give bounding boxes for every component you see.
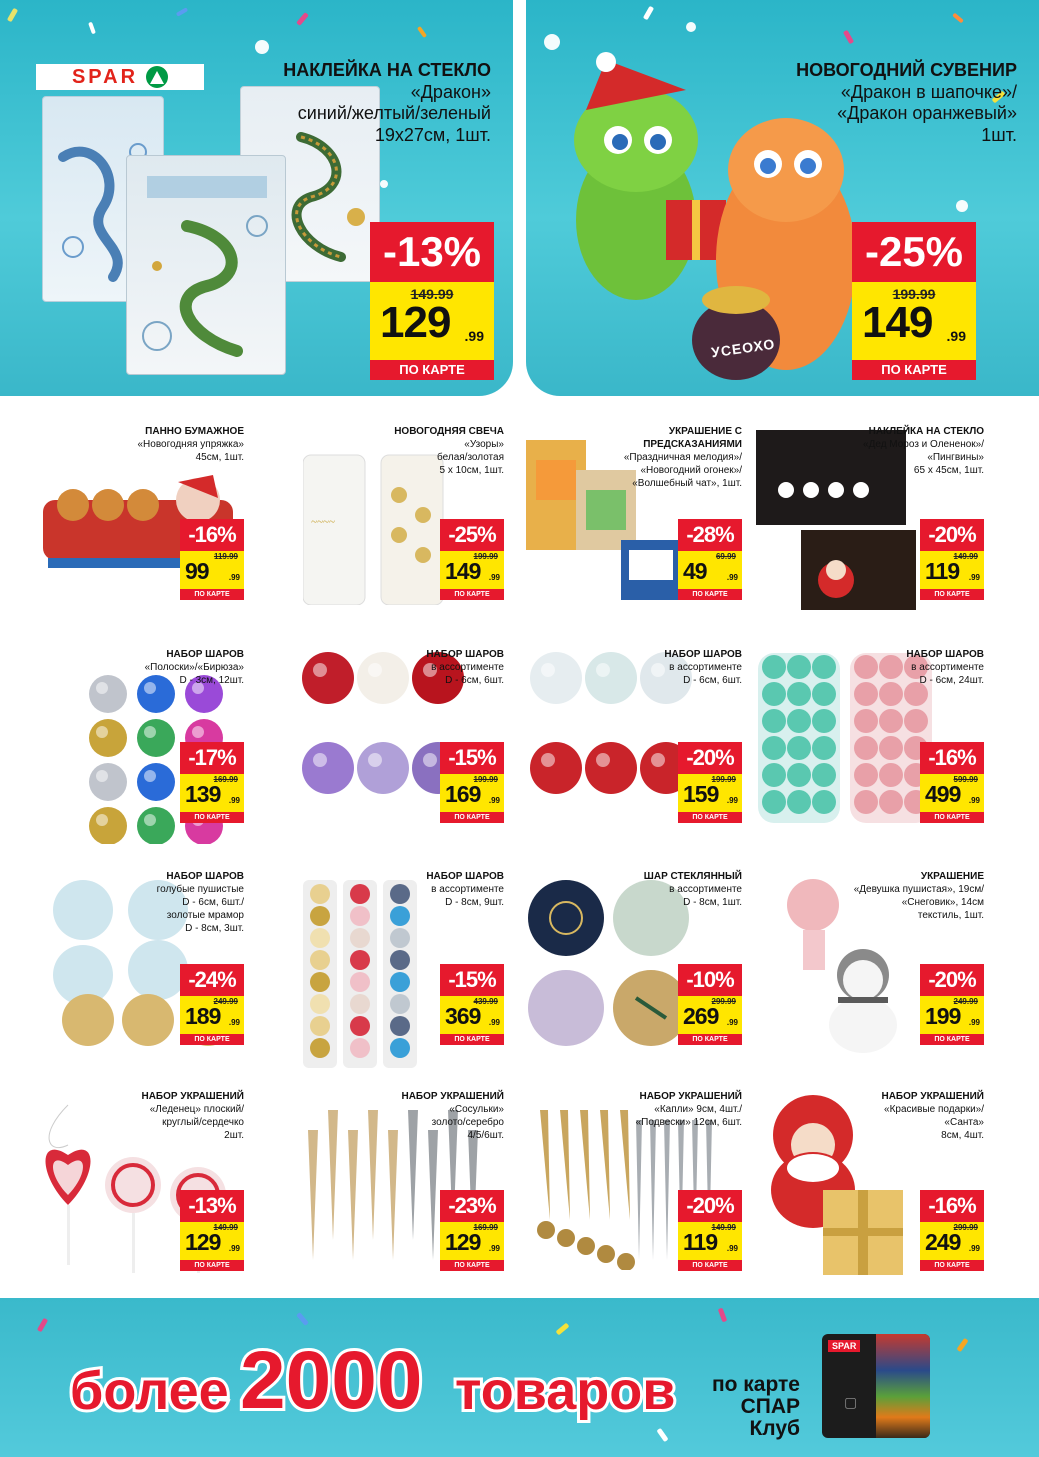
hero-right-line: 1шт. bbox=[981, 124, 1017, 145]
current-price: 159 bbox=[683, 781, 719, 807]
card-label: ПО КАРТЕ bbox=[852, 360, 976, 380]
discount-badge: -25% bbox=[440, 519, 504, 551]
product-card[interactable] bbox=[748, 425, 992, 625]
old-price: 199.99 bbox=[473, 552, 498, 561]
old-price: 149.99 bbox=[410, 286, 454, 302]
hero-promo-right[interactable] bbox=[526, 0, 1039, 396]
product-title: НАБОР ШАРОВ bbox=[166, 871, 244, 882]
old-price: 199.99 bbox=[473, 775, 498, 784]
current-price: 249 bbox=[925, 1229, 961, 1255]
current-price: 49 bbox=[683, 558, 707, 584]
product-title: НАБОР УКРАШЕНИЙ bbox=[401, 1091, 504, 1102]
price-tag bbox=[180, 964, 244, 1045]
footer-card-line: СПАР Клуб bbox=[740, 1395, 800, 1441]
product-description-line: в ассортименте bbox=[431, 884, 504, 895]
product-description-line: «Полоски»/«Бирюза» bbox=[144, 662, 244, 673]
price-box bbox=[678, 1222, 742, 1260]
product-description-line: «Капли» 9см, 4шт./ bbox=[654, 1104, 742, 1115]
price-kopecks: .99 bbox=[488, 573, 500, 582]
product-info bbox=[426, 648, 504, 687]
hero-right-title: НОВОГОДНИЙ СУВЕНИР bbox=[796, 60, 1017, 80]
discount-badge: -10% bbox=[678, 964, 742, 996]
product-card[interactable] bbox=[748, 1090, 992, 1290]
hero-right-line: «Дракон оранжевый» bbox=[837, 103, 1017, 124]
price-box bbox=[920, 774, 984, 812]
product-description-line: в ассортименте bbox=[431, 662, 504, 673]
product-card[interactable] bbox=[268, 425, 512, 625]
discount-badge: -24% bbox=[180, 964, 244, 996]
current-price: 139 bbox=[185, 781, 221, 807]
discount-badge: -28% bbox=[678, 519, 742, 551]
product-description-line: белая/золотая bbox=[437, 452, 504, 463]
card-label: ПО КАРТЕ bbox=[180, 1260, 244, 1271]
product-card[interactable] bbox=[506, 425, 750, 625]
old-price: 249.99 bbox=[953, 997, 978, 1006]
card-label: ПО КАРТЕ bbox=[180, 1034, 244, 1045]
price-kopecks: .99 bbox=[228, 1018, 240, 1027]
old-price: 439.99 bbox=[473, 997, 498, 1006]
footer-banner[interactable] bbox=[0, 1298, 1039, 1457]
price-kopecks: .99 bbox=[726, 1018, 738, 1027]
hero-left-price-tag bbox=[370, 222, 494, 380]
price-kopecks: .99 bbox=[464, 328, 484, 344]
card-label: ПО КАРТЕ bbox=[180, 589, 244, 600]
product-description-line: «Узоры» bbox=[464, 439, 504, 450]
price-kopecks: .99 bbox=[488, 796, 500, 805]
product-title: НАБОР ШАРОВ bbox=[426, 871, 504, 882]
product-info bbox=[636, 1090, 742, 1129]
price-box bbox=[180, 1222, 244, 1260]
current-price: 369 bbox=[445, 1003, 481, 1029]
card-label: ПО КАРТЕ bbox=[920, 812, 984, 823]
product-description-line: «Красивые подарки»/ bbox=[884, 1104, 984, 1115]
old-price: 149.99 bbox=[953, 552, 978, 561]
price-tag bbox=[440, 964, 504, 1045]
product-info bbox=[145, 648, 244, 687]
price-tag bbox=[678, 964, 742, 1045]
card-label: ПО КАРТЕ bbox=[180, 812, 244, 823]
product-info bbox=[401, 1090, 504, 1142]
price-box bbox=[440, 774, 504, 812]
spar-logo-text: SPAR bbox=[71, 65, 139, 88]
product-card[interactable] bbox=[748, 648, 992, 848]
confetti bbox=[952, 13, 964, 24]
current-price: 99 bbox=[185, 558, 209, 584]
discount-badge: -20% bbox=[678, 742, 742, 774]
product-title: НАБОР ШАРОВ bbox=[664, 649, 742, 660]
product-description-line: 8см, 4шт. bbox=[941, 1130, 984, 1141]
card-label: ПО КАРТЕ bbox=[440, 1034, 504, 1045]
price-kopecks: .99 bbox=[726, 573, 738, 582]
price-box bbox=[678, 996, 742, 1034]
price-kopecks: .99 bbox=[488, 1244, 500, 1253]
price-kopecks: .99 bbox=[968, 796, 980, 805]
card-label: ПО КАРТЕ bbox=[678, 1260, 742, 1271]
product-card[interactable] bbox=[748, 870, 992, 1070]
card-label: ПО КАРТЕ bbox=[678, 589, 742, 600]
card-label: ПО КАРТЕ bbox=[370, 360, 494, 380]
card-label: ПО КАРТЕ bbox=[440, 812, 504, 823]
price-tag bbox=[440, 519, 504, 600]
hero-left-line: «Дракон» bbox=[410, 81, 491, 102]
product-card[interactable] bbox=[8, 425, 252, 625]
price-kopecks: .99 bbox=[488, 1018, 500, 1027]
card-logo-text: SPAR bbox=[828, 1340, 860, 1352]
price-box bbox=[440, 996, 504, 1034]
product-description-line: «Новогодний огонек»/ bbox=[640, 465, 742, 476]
product-info bbox=[157, 870, 244, 935]
price-tag bbox=[678, 519, 742, 600]
discount-badge: -16% bbox=[180, 519, 244, 551]
confetti bbox=[643, 6, 654, 21]
price-box bbox=[678, 551, 742, 589]
confetti bbox=[417, 26, 427, 38]
card-label: ПО КАРТЕ bbox=[440, 589, 504, 600]
price-tag bbox=[678, 1190, 742, 1271]
cart-icon: ▢ bbox=[844, 1394, 858, 1410]
product-description-line: в ассортименте bbox=[911, 662, 984, 673]
product-card[interactable] bbox=[8, 648, 252, 848]
product-info bbox=[881, 1090, 984, 1142]
price-kopecks: .99 bbox=[228, 573, 240, 582]
price-tag bbox=[678, 742, 742, 823]
product-title: НАБОР УКРАШЕНИЙ bbox=[639, 1091, 742, 1102]
product-description-line: 4/5/6шт. bbox=[467, 1130, 504, 1141]
product-description-line: «Снеговик», 14см bbox=[901, 897, 984, 908]
confetti bbox=[296, 1312, 309, 1326]
product-card[interactable] bbox=[506, 648, 750, 848]
product-title: НАБОР УКРАШЕНИЙ bbox=[141, 1091, 244, 1102]
product-info bbox=[137, 425, 244, 464]
old-price: 199.99 bbox=[892, 286, 936, 302]
product-description-line: «Сосульки» bbox=[449, 1104, 504, 1115]
product-description-line: голубые пушистые bbox=[156, 884, 244, 895]
product-description-line: в ассортименте bbox=[669, 884, 742, 895]
discount-badge: -17% bbox=[180, 742, 244, 774]
price-tag bbox=[920, 1190, 984, 1271]
footer-card-text bbox=[690, 1374, 800, 1440]
product-description-line: D - 6см, 6шт./ bbox=[182, 897, 244, 908]
card-label: ПО КАРТЕ bbox=[920, 1034, 984, 1045]
product-info bbox=[141, 1090, 244, 1142]
card-photo-strip bbox=[876, 1334, 930, 1438]
discount-badge: -13% bbox=[180, 1190, 244, 1222]
product-description-line: D - 3см, 12шт. bbox=[179, 675, 244, 686]
product-description-line: 65 х 45см, 1шт. bbox=[913, 465, 984, 476]
product-label-text: УСЕОХО bbox=[710, 335, 777, 361]
confetti bbox=[556, 1323, 570, 1336]
confetti bbox=[843, 30, 854, 45]
price-box bbox=[440, 551, 504, 589]
confetti bbox=[956, 1338, 968, 1352]
product-card[interactable] bbox=[8, 1090, 252, 1290]
product-info bbox=[863, 425, 984, 477]
current-price: 149 bbox=[862, 298, 933, 347]
discount-badge: -15% bbox=[440, 964, 504, 996]
svg-text:~~~~: ~~~~ bbox=[311, 516, 335, 528]
discount-badge: -20% bbox=[678, 1190, 742, 1222]
product-description-line: текстиль, 1шт. bbox=[917, 910, 984, 921]
current-price: 149 bbox=[445, 558, 481, 584]
card-label: ПО КАРТЕ bbox=[678, 812, 742, 823]
product-description-line: «Девушка пушистая», 19см/ bbox=[853, 884, 984, 895]
snow-dot bbox=[380, 180, 388, 188]
product-card[interactable] bbox=[268, 870, 512, 1070]
old-price: 299.99 bbox=[953, 1223, 978, 1232]
product-description-line: «Праздничная мелодия»/ bbox=[623, 452, 742, 463]
price-box bbox=[440, 1222, 504, 1260]
current-price: 499 bbox=[925, 781, 961, 807]
confetti bbox=[176, 7, 188, 16]
spar-tree-icon bbox=[146, 66, 168, 88]
spar-logo bbox=[36, 64, 204, 90]
footer-card-line: по карте bbox=[711, 1373, 800, 1396]
current-price: 269 bbox=[683, 1003, 719, 1029]
snow-dot bbox=[544, 34, 560, 50]
product-title: НАБОР ШАРОВ bbox=[906, 649, 984, 660]
price-tag bbox=[180, 519, 244, 600]
card-label: ПО КАРТЕ bbox=[920, 1260, 984, 1271]
product-description-line: «Пингвины» bbox=[927, 452, 984, 463]
current-price: 189 bbox=[185, 1003, 221, 1029]
snow-dot bbox=[686, 22, 696, 32]
hero-promo-left[interactable] bbox=[0, 0, 513, 396]
discount-badge: -15% bbox=[440, 742, 504, 774]
price-tag bbox=[440, 742, 504, 823]
discount-badge: -13% bbox=[370, 222, 494, 282]
product-card[interactable] bbox=[268, 648, 512, 848]
product-card[interactable] bbox=[506, 1090, 750, 1290]
discount-badge: -20% bbox=[920, 964, 984, 996]
product-description-line: «Дед Мороз и Олененок»/ bbox=[863, 439, 984, 450]
price-kopecks: .99 bbox=[726, 796, 738, 805]
product-description-line: D - 8см, 1шт. bbox=[683, 897, 742, 908]
product-title: НАБОР УКРАШЕНИЙ bbox=[881, 1091, 984, 1102]
product-info bbox=[394, 425, 504, 477]
product-info bbox=[664, 648, 742, 687]
card-label: ПО КАРТЕ bbox=[920, 589, 984, 600]
price-box bbox=[180, 551, 244, 589]
price-kopecks: .99 bbox=[946, 328, 966, 344]
price-tag bbox=[180, 1190, 244, 1271]
discount-badge: -25% bbox=[852, 222, 976, 282]
current-price: 169 bbox=[445, 781, 481, 807]
price-box bbox=[370, 282, 494, 360]
product-title: УКРАШЕНИЕ bbox=[920, 871, 984, 882]
product-title: УКРАШЕНИЕ С ПРЕДСКАЗАНИЯМИ bbox=[643, 426, 742, 450]
old-price: 249.99 bbox=[213, 997, 238, 1006]
hero-left-line: синий/желтый/зеленый bbox=[297, 103, 491, 124]
price-box bbox=[920, 1222, 984, 1260]
price-box bbox=[920, 551, 984, 589]
snow-dot bbox=[956, 200, 968, 212]
discount-badge: -16% bbox=[920, 1190, 984, 1222]
product-description-line: золото/серебро bbox=[431, 1117, 504, 1128]
old-price: 169.99 bbox=[213, 775, 238, 784]
current-price: 129 bbox=[445, 1229, 481, 1255]
product-title: НАБОР ШАРОВ bbox=[426, 649, 504, 660]
spar-club-card-image bbox=[822, 1334, 930, 1438]
product-info bbox=[906, 648, 984, 687]
price-tag bbox=[180, 742, 244, 823]
old-price: 299.99 bbox=[711, 997, 736, 1006]
product-info bbox=[644, 870, 742, 909]
card-label: ПО КАРТЕ bbox=[678, 1034, 742, 1045]
product-description-line: D - 6см, 24шт. bbox=[919, 675, 984, 686]
confetti bbox=[296, 12, 309, 26]
current-price: 119 bbox=[683, 1229, 718, 1255]
current-price: 129 bbox=[185, 1229, 221, 1255]
hero-right-price-tag bbox=[852, 222, 976, 380]
product-description-line: D - 6см, 6шт. bbox=[683, 675, 742, 686]
product-description-line: 45см, 1шт. bbox=[195, 452, 244, 463]
price-kopecks: .99 bbox=[726, 1244, 738, 1253]
old-price: 149.99 bbox=[213, 1223, 238, 1232]
product-description-line: в ассортименте bbox=[669, 662, 742, 673]
confetti bbox=[37, 1318, 48, 1333]
confetti bbox=[7, 8, 18, 23]
old-price: 599.99 bbox=[953, 775, 978, 784]
hero-right-line: «Дракон в шапочке»/ bbox=[840, 81, 1017, 102]
price-tag bbox=[920, 742, 984, 823]
product-description-line: D - 6см, 6шт. bbox=[445, 675, 504, 686]
hero-left-line: 19х27см, 1шт. bbox=[374, 124, 491, 145]
product-description-line: 2шт. bbox=[224, 1130, 244, 1141]
product-info bbox=[572, 425, 742, 490]
product-description-line: D - 8см, 9шт. bbox=[445, 897, 504, 908]
old-price: 149.99 bbox=[711, 1223, 736, 1232]
discount-badge: -20% bbox=[920, 519, 984, 551]
product-description-line: круглый/сердечко bbox=[162, 1117, 244, 1128]
hero-right-description bbox=[796, 60, 1017, 146]
product-title: ПАННО БУМАЖНОЕ bbox=[145, 426, 244, 437]
old-price: 199.99 bbox=[711, 775, 736, 784]
product-image bbox=[78, 674, 278, 849]
product-description-line: «Санта» bbox=[944, 1117, 984, 1128]
product-description-line: «Подвески» 12см, 6шт. bbox=[635, 1117, 742, 1128]
sticker-sheet-green-image bbox=[126, 155, 286, 375]
product-description-line: D - 8см, 3шт. bbox=[185, 923, 244, 934]
discount-badge: -23% bbox=[440, 1190, 504, 1222]
product-title: НОВОГОДНЯЯ СВЕЧА bbox=[394, 426, 504, 437]
discount-badge: -16% bbox=[920, 742, 984, 774]
product-title: ШАР СТЕКЛЯННЫЙ bbox=[643, 871, 742, 882]
product-card[interactable] bbox=[268, 1090, 512, 1290]
price-tag bbox=[440, 1190, 504, 1271]
product-title: НАБОР ШАРОВ bbox=[166, 649, 244, 660]
current-price: 129 bbox=[380, 298, 451, 347]
confetti bbox=[718, 1308, 727, 1323]
product-description-line: «Леденец» плоский/ bbox=[149, 1104, 244, 1115]
price-kopecks: .99 bbox=[968, 1018, 980, 1027]
snow-dot bbox=[255, 40, 269, 54]
price-box bbox=[920, 996, 984, 1034]
price-kopecks: .99 bbox=[228, 796, 240, 805]
card-label: ПО КАРТЕ bbox=[440, 1260, 504, 1271]
product-description-line: «Новогодняя упряжка» bbox=[137, 439, 244, 450]
product-info bbox=[854, 870, 984, 922]
old-price: 169.99 bbox=[473, 1223, 498, 1232]
price-kopecks: .99 bbox=[968, 1244, 980, 1253]
hero-left-title: НАКЛЕЙКА НА СТЕКЛО bbox=[283, 60, 491, 80]
confetti bbox=[88, 22, 96, 35]
product-title: НАКЛЕЙКА НА СТЕКЛО bbox=[868, 426, 984, 437]
current-price: 119 bbox=[925, 558, 960, 584]
footer-number: 2000 bbox=[240, 1335, 423, 1426]
price-box bbox=[678, 774, 742, 812]
product-description-line: «Волшебный чат», 1шт. bbox=[632, 478, 742, 489]
product-description-line: 5 х 10см, 1шт. bbox=[439, 465, 504, 476]
product-info bbox=[426, 870, 504, 909]
footer-word-more: более bbox=[70, 1361, 229, 1421]
footer-word-goods: товаров bbox=[455, 1361, 676, 1421]
current-price: 199 bbox=[925, 1003, 961, 1029]
hero-left-description bbox=[283, 60, 491, 146]
product-card[interactable] bbox=[8, 870, 252, 1070]
confetti bbox=[656, 1428, 668, 1442]
price-box bbox=[852, 282, 976, 360]
price-box bbox=[180, 774, 244, 812]
price-kopecks: .99 bbox=[968, 573, 980, 582]
price-tag bbox=[920, 964, 984, 1045]
old-price: 69.99 bbox=[715, 552, 736, 561]
product-card[interactable] bbox=[506, 870, 750, 1070]
old-price: 119.99 bbox=[213, 552, 238, 561]
price-box bbox=[180, 996, 244, 1034]
product-description-line: золотые мрамор bbox=[166, 910, 244, 921]
price-kopecks: .99 bbox=[228, 1244, 240, 1253]
price-tag bbox=[920, 519, 984, 600]
